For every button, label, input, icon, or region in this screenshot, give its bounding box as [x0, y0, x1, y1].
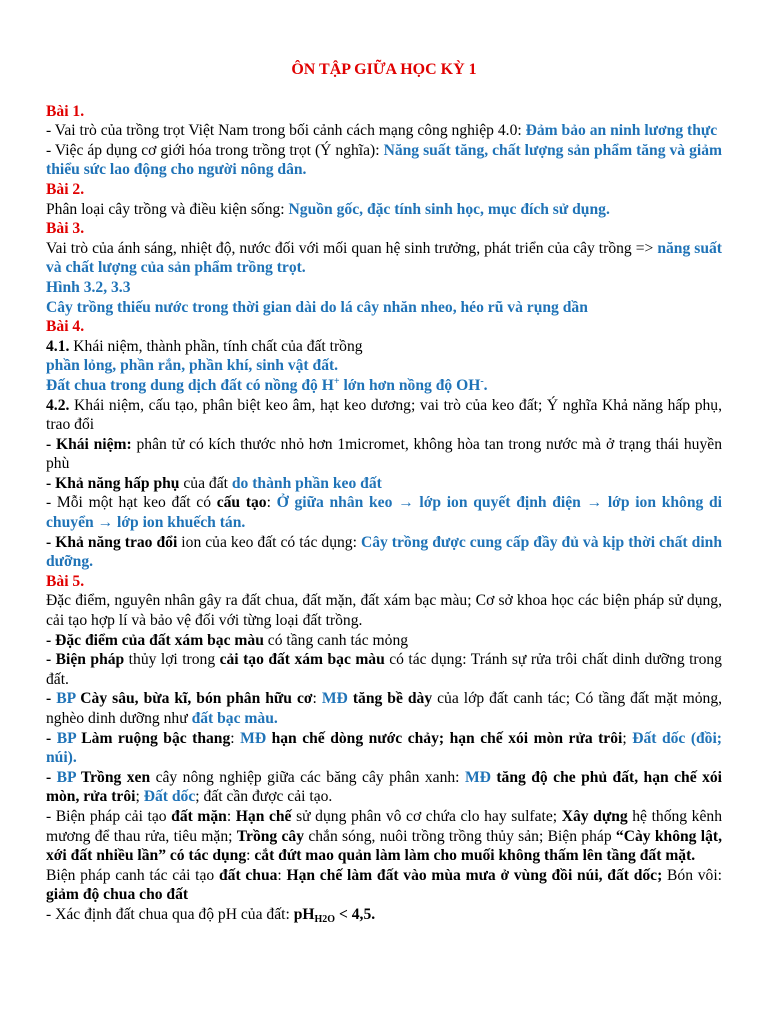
section-heading-bai-3: Bài 3. — [46, 220, 85, 238]
paragraph: - Xác định đất chua qua độ pH của đất: $pH_{H2O} < 4,5$. — [46, 905, 376, 925]
paragraph: - Việc áp dụng cơ giới hóa trong trồng trọt (Ý nghĩa): Năng suất tăng, chất lượng sản phẩm tăng và giảm thiểu sức lao động cho người nông dân. — [46, 141, 722, 179]
page-title: ÔN TẬP GIỮA HỌC KỲ 1 — [291, 61, 477, 78]
paragraph: - Khả năng hấp phụ của đất do thành phần keo đất — [46, 474, 382, 492]
section-heading-bai-2: Bài 2. — [46, 180, 85, 198]
paragraph: - BP Làm ruộng bậc thang: MĐ hạn chế dòng nước chảy; hạn chế xói mòn rửa trôi; Đất dốc (đồi; núi). — [46, 729, 723, 767]
paragraph: - BP Cày sâu, bừa kĩ, bón phân hữu cơ: MĐ tăng bề dày của lớp đất canh tác; Có tầng đất mặt mỏng, nghèo dinh dưỡng như đất bạc màu. — [46, 690, 723, 727]
paragraph: Phân loại cây trồng và điều kiện sống: Nguồn gốc, đặc tính sinh học, mục đích sử dụng. — [46, 200, 610, 218]
paragraph: - Biện pháp cải tạo đất mặn: Hạn chế sử dụng phân vô cơ chứa clo hay sulfate; Xây dựng hệ thống kênh mương để thau rửa, tiêu mặn; Trồng cây chắn sóng, nuôi trồng trồng thủy sản; Biện pháp “Cày không lật, xới đất nhiều lần” có tác dụng: cắt đứt mao quản làm làm cho muối không thấm lên tầng đất mặt. — [46, 807, 722, 865]
paragraph: Đặc điểm, nguyên nhân gây ra đất chua, đất mặn, đất xám bạc màu; Cơ sở khoa học các biện pháp sử dụng, cải tạo hợp lí và bảo vệ đối với từng loại đất trồng. — [46, 592, 722, 630]
paragraph: - Biện pháp thủy lợi trong cải tạo đất xám bạc màu có tác dụng: Tránh sự rửa trôi chất dinh dưỡng trong đất. — [46, 651, 722, 688]
section-heading-bai-4: Bài 4. — [46, 318, 85, 336]
section-heading-bai-1: Bài 1. — [46, 102, 85, 120]
paragraph: - Vai trò của trồng trọt Việt Nam trong bối cảnh cách mạng công nghiệp 4.0: Đảm bảo an ninh lương thực — [46, 122, 718, 140]
subsection-4-1: 4.1. Khái niệm, thành phần, tính chất của đất trồng — [46, 337, 363, 355]
paragraph: Biện pháp canh tác cải tạo đất chua: Hạn chế làm đất vào mùa mưa ở vùng đồi núi, đất dốc; Bón vôi: giảm độ chua cho đất — [46, 866, 722, 904]
section-heading-bai-5: Bài 5. — [46, 572, 85, 590]
paragraph: - Khả năng trao đổi ion của keo đất có tác dụng: Cây trồng được cung cấp đầy đủ và kịp thời chất dinh dưỡng. — [46, 533, 722, 571]
paragraph: Cây trồng thiếu nước trong thời gian dài do lá cây nhăn nheo, héo rũ và rụng dần — [46, 298, 588, 316]
paragraph: Vai trò của ánh sáng, nhiệt độ, nước đối với mối quan hệ sinh trưởng, phát triển của cây trồng => năng suất và chất lượng của sản phẩm trồng trọt. — [46, 239, 722, 277]
paragraph: - Mỗi một hạt keo đất có cấu tạo: Ở giữa nhân keo → lớp ion quyết định điện → lớp ion không di chuyển → lớp ion khuếch tán. — [46, 494, 723, 532]
paragraph: - Khái niệm: phân tử có kích thước nhỏ hơn 1micromet, không hòa tan trong nước mà ở trạng thái huyền phù — [46, 435, 722, 473]
paragraph: - BP Trồng xen cây nông nghiệp giữa các băng cây phân xanh: MĐ tăng độ che phủ đất, hạn chế xói mòn, rửa trôi; Đất dốc; đất cần được cải tạo. — [46, 768, 723, 806]
paragraph: Đất chua trong dung dịch đất có nồng độ H+ lớn hơn nồng độ OH-. — [46, 375, 488, 394]
paragraph: - Đặc điểm của đất xám bạc màu có tầng canh tác mỏng — [46, 631, 409, 649]
figure-reference: Hình 3.2, 3.3 — [46, 278, 131, 296]
subsection-4-2: 4.2. Khái niệm, cấu tạo, phân biệt keo âm, hạt keo dương; vai trò của keo đất; Ý nghĩa Khả năng hấp phụ, trao đổi — [46, 396, 722, 434]
paragraph: phần lỏng, phần rắn, phần khí, sinh vật đất. — [46, 357, 339, 375]
